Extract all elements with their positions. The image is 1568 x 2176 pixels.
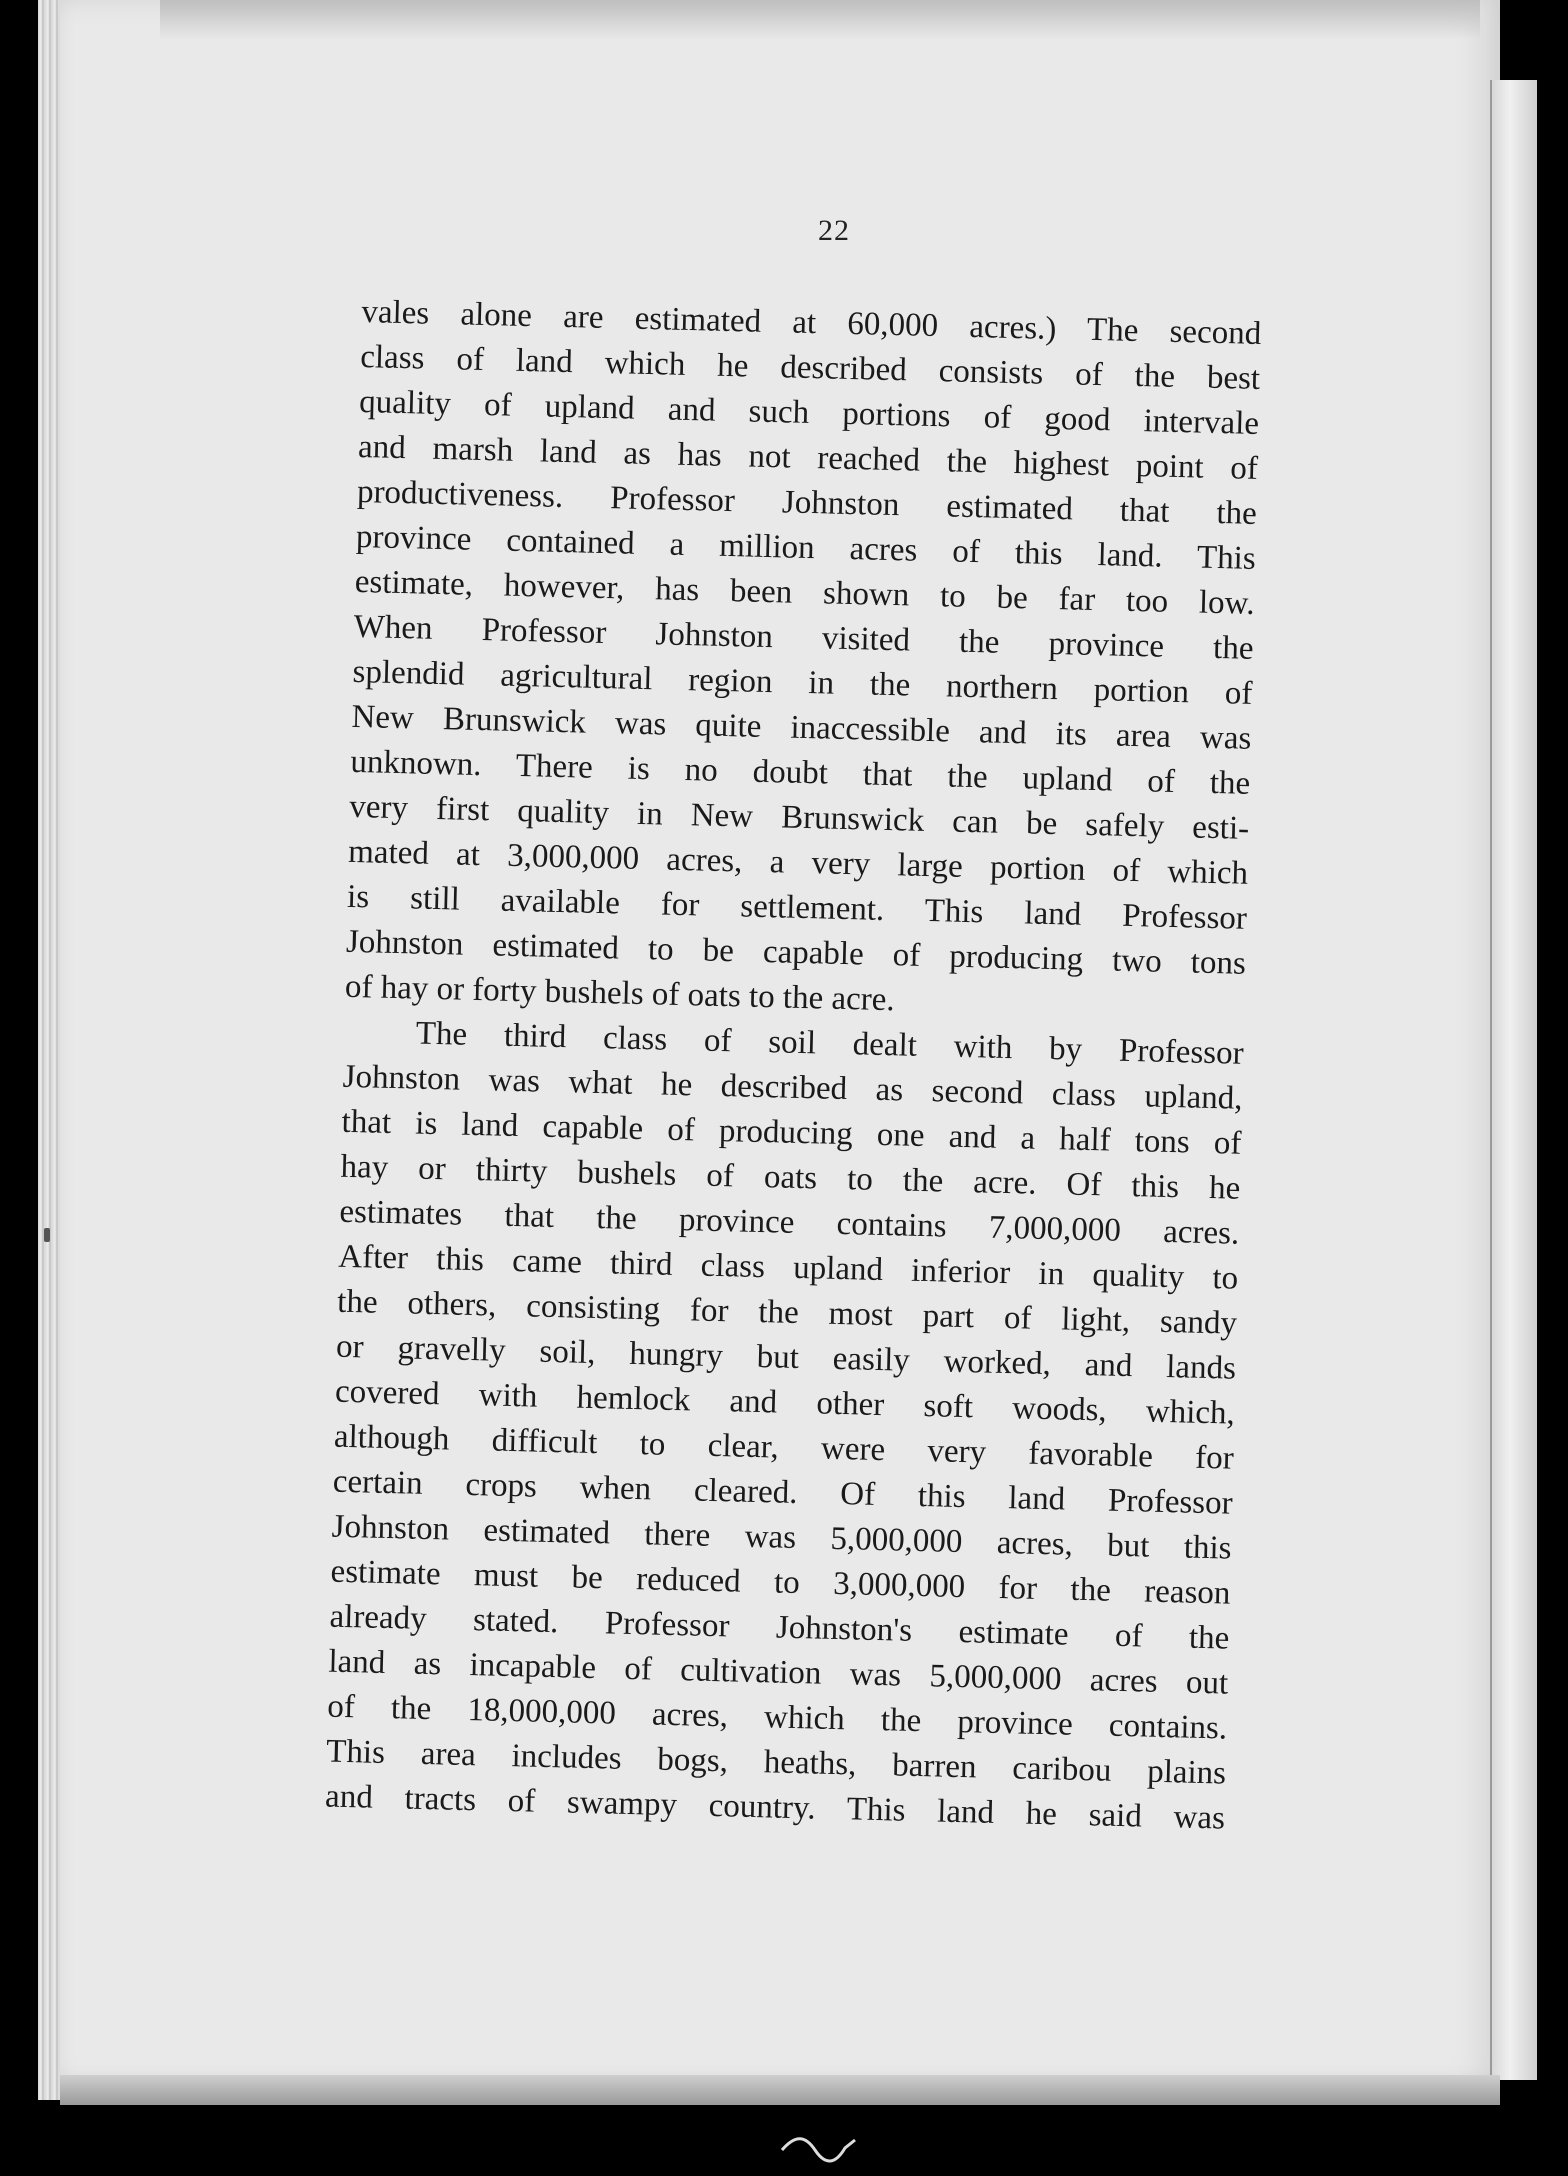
text-line: After this came third class upland inferior in quality to [337,1238,1239,1297]
text-line: estimate, however, has been shown to be far too low. [354,563,1256,622]
text-line: splendid agricultural region in the northern portion of [352,653,1253,712]
text-line: already stated. Professor Johnston's estimate of the [329,1598,1230,1657]
text-line: that is land capable of producing one and a half tons of [341,1103,1242,1162]
text-line: estimates that the province contains 7,000,000 acres. [339,1193,1240,1252]
text-line: land as incapable of cultivation was 5,000,000 acres out [328,1643,1229,1702]
right-page-edge [1490,80,1537,2080]
text-line: When Professor Johnston visited the province the [353,608,1254,667]
text-line: mated at 3,000,000 acres, a very large portion of which [347,833,1249,892]
top-shadow [160,0,1480,40]
text-line: The third class of soil dealt with by Professor [415,1015,1245,1072]
text-line: productiveness. Professor Johnston estimated that the [356,473,1258,532]
text-line: of the 18,000,000 acres, which the province contains. [326,1688,1228,1747]
text-line: vales alone are estimated at 60,000 acres.) The second [361,293,1262,352]
bottom-page-edge [60,2075,1500,2105]
scan-artifact [780,2130,860,2170]
text-line: hay or thirty bushels of oats to the acre. Of this he [340,1148,1241,1207]
paragraph-2 [325,1010,1245,1842]
text-line: of hay or forty bushels of oats to the acre. [344,968,896,1019]
text-line: or gravelly soil, hungry but easily worked, and lands [335,1328,1237,1387]
text-line: unknown. There is no doubt that the upland of the [350,743,1251,802]
paragraph-1 [344,290,1261,1032]
text-line: certain crops when cleared. Of this land Professor [332,1463,1234,1522]
text-line: This area includes bogs, heaths, barren caribou plains [325,1733,1227,1792]
text-line: Johnston estimated to be capable of producing two tons [345,923,1247,982]
text-line: and marsh land as has not reached the highest point of [357,428,1259,487]
text-line: and tracts of swampy country. This land he said was [324,1778,1226,1837]
text-line: New Brunswick was quite inaccessible and its area was [351,698,1252,757]
text-line: class of land which he described consists of the best [359,338,1261,397]
text-line: Johnston was what he described as second class upland, [342,1058,1243,1117]
text-line: covered with hemlock and other soft woods, which, [334,1373,1236,1432]
text-line: although difficult to clear, were very favorable for [333,1418,1235,1477]
text-line: the others, consisting for the most part of light, sandy [336,1283,1238,1342]
text-line: estimate must be reduced to 3,000,000 for the reason [330,1553,1231,1612]
text-line: is still available for settlement. This land Professor [346,878,1248,937]
body-text [325,290,1262,1842]
margin-mark [44,1228,50,1242]
page-number: 22 [818,214,850,247]
text-line: very first quality in New Brunswick can be safely esti- [348,788,1250,847]
text-line: province contained a million acres of this land. This [355,518,1257,577]
text-line: Johnston estimated there was 5,000,000 acres, but this [331,1508,1232,1567]
text-line: quality of upland and such portions of good intervale [358,383,1260,442]
